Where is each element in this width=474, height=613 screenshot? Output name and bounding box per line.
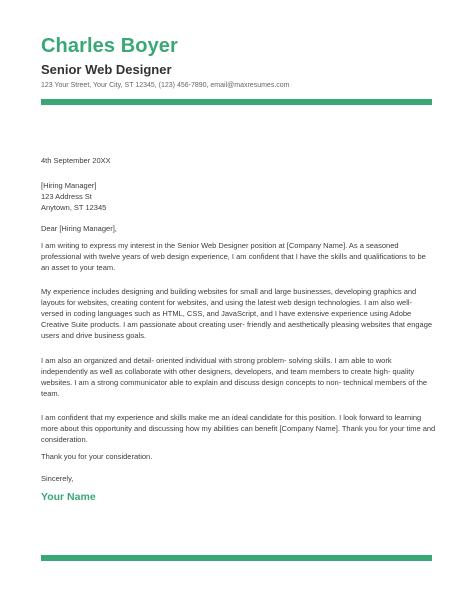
footer-divider (41, 555, 432, 561)
job-title: Senior Web Designer (41, 62, 172, 77)
closing: Sincerely, (41, 474, 74, 483)
body-paragraph: I am confident that my experience and skills make me an ideal candidate for this position. I look forward to learning more about this opportunity and discussing how my abilities can benefit [Company Name]. Thank you for your time and consideration. (41, 413, 436, 444)
applicant-name: Charles Boyer (41, 35, 178, 57)
letter-date: 4th September 20XX (41, 156, 111, 165)
recipient-address (41, 180, 436, 213)
recipient-line: [Hiring Manager] (41, 181, 97, 190)
body-paragraph: I am writing to express my interest in the Senior Web Designer position at [Company Name]. As a seasoned professional with twelve years of web design experience, I am confident that I have the skills and qualifications to be an asset to your team. (41, 241, 426, 272)
contact-info: 123 Your Street, Your City, ST 12345, (123) 456-7890, email@maxresumes.com (41, 82, 290, 89)
greeting: Dear [Hiring Manager], (41, 224, 117, 233)
recipient-line: Anytown, ST 12345 (41, 203, 107, 212)
body-paragraph: I am also an organized and detail- oriented individual with strong problem- solving skills. I am able to work independently as well as collaborate with other designers, developers, and team members to create high- quality websites. I am a strong communicator able to explain and discuss design concepts to non- technical members of the team. (41, 356, 428, 398)
signature-name: Your Name (41, 491, 96, 503)
header-divider (41, 99, 432, 105)
recipient-line: 123 Address St (41, 192, 92, 201)
body-paragraph: My experience includes designing and building websites for small and large businesses, developing graphics and layouts for websites, creating content for websites, and using the latest web design technologies. I am also well- versed in coding languages such as HTML, CSS, and JavaScript, and I have extensive experience using Adobe Creative Suite products. I am passionate about creating user- friendly and aesthetically pleasing websites that engage users and drive business goals. (41, 287, 433, 340)
thanks-line: Thank you for your consideration. (41, 452, 153, 461)
